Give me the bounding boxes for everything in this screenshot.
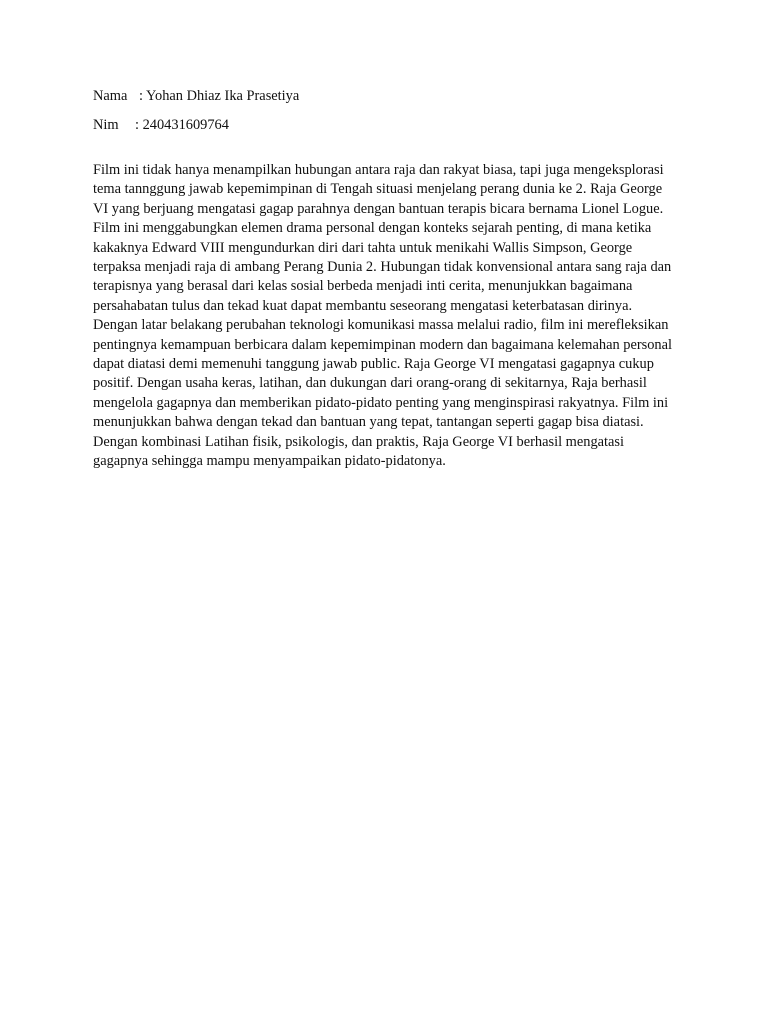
name-line bbox=[93, 86, 679, 106]
nim-label: Nim bbox=[93, 117, 119, 133]
name-label: Nama bbox=[93, 88, 128, 104]
nim-value: : 240431609764 bbox=[135, 117, 229, 133]
body-paragraph: Film ini tidak hanya menampilkan hubungan antara raja dan rakyat biasa, tapi juga mengeksplorasi tema tannggung jawab kepemimpinan di Tengah situasi menjelang perang dunia ke 2. Raja George VI yang berjuang mengatasi gagap parahnya dengan bantuan terapis bicara bernama Lionel Logue. Film ini menggabungkan elemen drama personal dengan konteks sejarah penting, di mana ketika kakaknya Edward VIII mengundurkan diri dari tahta untuk menikahi Wallis Simpson, George terpaksa menjadi raja di ambang Perang Dunia 2. Hubungan tidak konvensional antara sang raja dan terapisnya yang berasal dari kelas sosial berbeda menjadi inti cerita, menunjukkan bagaimana persahabatan tulus dan tekad kuat dapat membantu seseorang mengatasi keterbatasan dirinya. Dengan latar belakang perubahan teknologi komunikasi massa melalui radio, film ini merefleksikan pentingnya kemampuan berbicara dalam kepemimpinan modern dan bagaimana kelemahan personal dapat diatasi demi memenuhi tanggung jawab public. Raja George VI mengatasi gagapnya cukup positif. Dengan usaha keras, latihan, dan dukungan dari orang-orang di sekitarnya, Raja berhasil mengelola gagapnya dan memberikan pidato-pidato penting yang menginspirasi rakyatnya. Film ini menunjukkan bahwa dengan tekad dan bantuan yang tepat, tantangan seperti gagap bisa diatasi. Dengan kombinasi Latihan fisik, psikologis, dan praktis, Raja George VI berhasil mengatasi gagapnya sehingga mampu menyampaikan pidato-pidatonya. bbox=[93, 162, 672, 470]
name-value: : Yohan Dhiaz Ika Prasetiya bbox=[139, 88, 300, 104]
nim-line bbox=[93, 115, 679, 135]
document-content bbox=[93, 86, 679, 486]
